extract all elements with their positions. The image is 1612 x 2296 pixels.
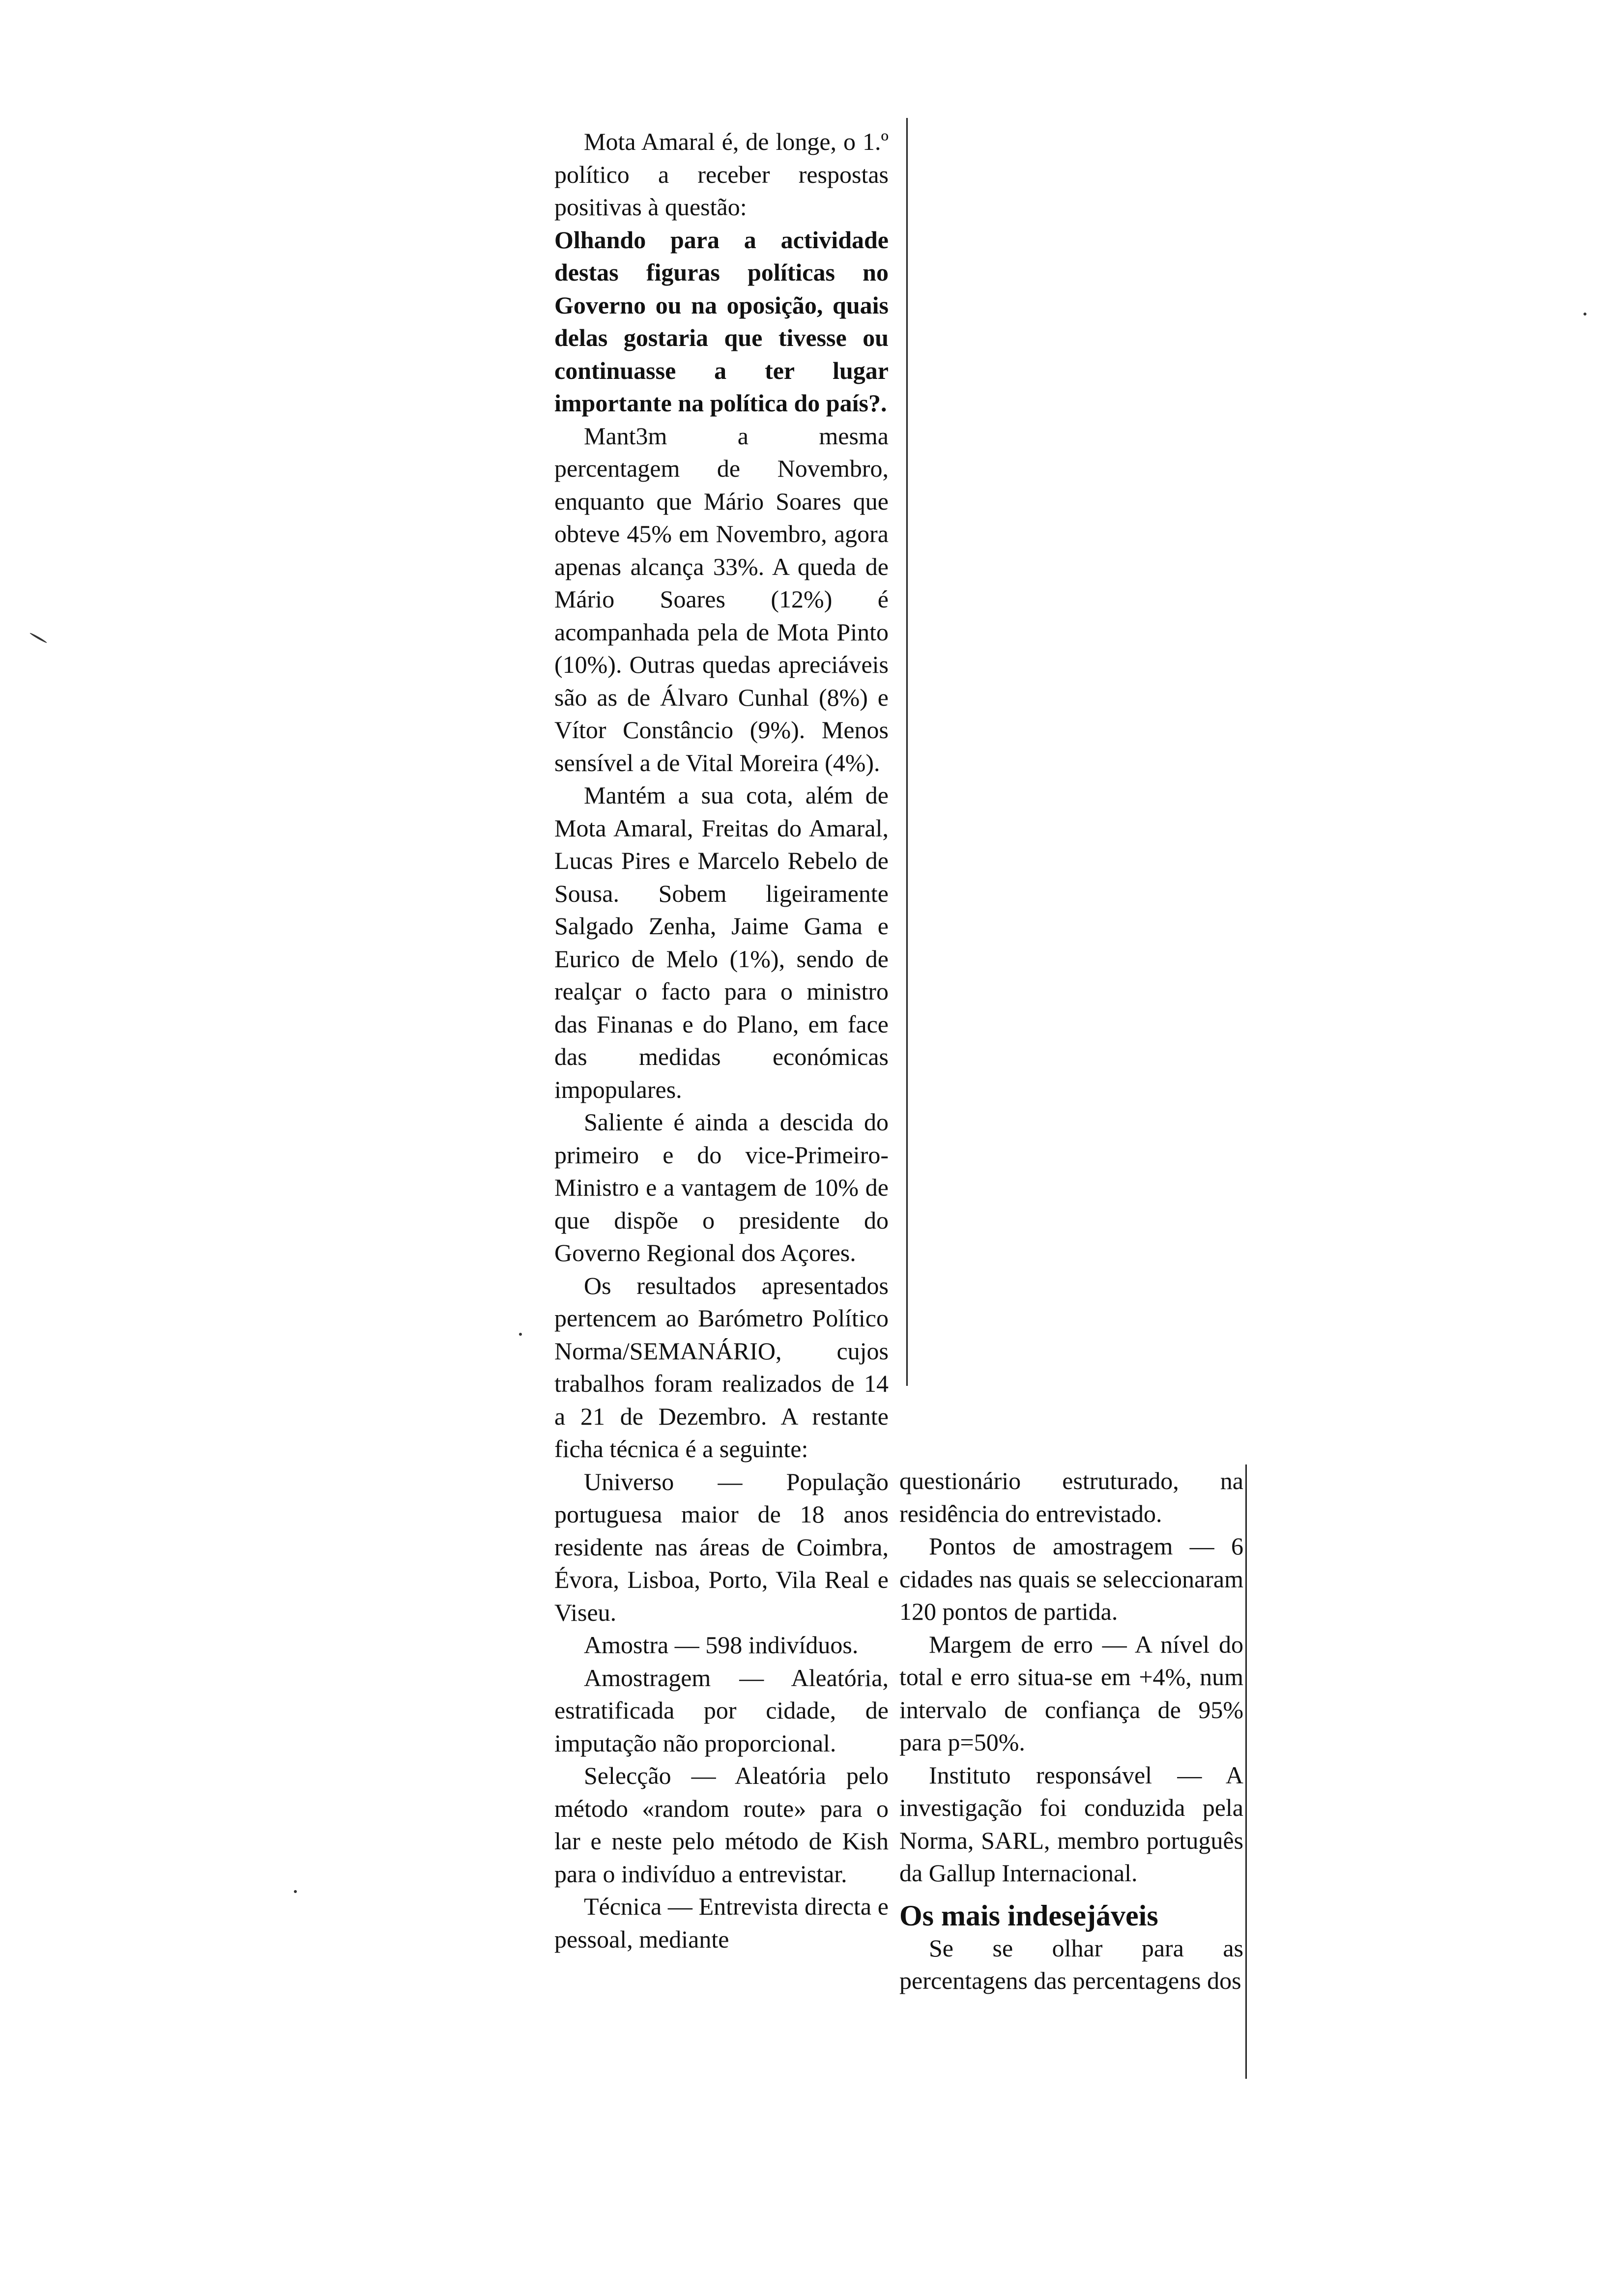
paragraph: Mota Amaral é, de longe, o 1.º político a receber respostas positivas à questão:	[554, 128, 889, 221]
paragraph: Selecção — Aleatória pelo método «random route» para o lar e neste pelo método de Kish para o indivíduo a entrevistar.	[554, 1762, 889, 1888]
survey-question: Olhando para a actividade destas figuras políticas no Governo ou na oposição, quais delas gostaria que tivesse ou continuasse a ter lugar importante na política do país?.	[554, 226, 889, 417]
paragraph: Os resultados apresentados pertencem ao Barómetro Político Norma/SEMANÁRIO, cujos trabalhos foram realizados de 14 a 21 de Dezembro. A restante ficha técnica é a seguinte:	[554, 1271, 889, 1463]
column-rule-left	[906, 118, 908, 1386]
scan-artifact	[294, 1890, 297, 1893]
article-column-2	[899, 1464, 1243, 1997]
paragraph: Universo — População portuguesa maior de 18 anos residente nas áreas de Coimbra, Évora, Lisboa, Porto, Vila Real e Viseu.	[554, 1467, 889, 1626]
scan-artifact	[1583, 313, 1586, 316]
column-rule-right	[1245, 1464, 1247, 2079]
section-heading: Os mais indesejáveis	[899, 1899, 1158, 1932]
paragraph: Pontos de amostragem — 6 cidades nas quais se seleccionaram 120 pontos de partida.	[899, 1532, 1243, 1625]
paragraph: Margem de erro — A nível do total e erro situa-se em +4%, num intervalo de confiança de 95% para p=50%.	[899, 1630, 1243, 1756]
paragraph: Saliente é ainda a descida do primeiro e do vice-Primeiro-Ministro e a vantagem de 10% de que dispõe o presidente do Governo Regional dos Açores.	[554, 1108, 889, 1266]
paragraph: questionário estruturado, na residência do entrevistado.	[899, 1467, 1243, 1527]
paragraph: Se se olhar para as percentagens das percentagens dos	[899, 1934, 1243, 1994]
article-column-1	[554, 125, 889, 1955]
paragraph: Amostragem — Aleatória, estratificada por cidade, de imputação não proporcional.	[554, 1664, 889, 1757]
paragraph: Mantém a sua cota, além de Mota Amaral, Freitas do Amaral, Lucas Pires e Marcelo Rebelo de Sousa. Sobem ligeiramente Salgado Zenha, Jaime Gama e Eurico de Melo (1%), sendo de realçar o facto para o ministro das Finanas e do Plano, em face das medidas económicas impopulares.	[554, 781, 889, 1103]
paragraph: Amostra — 598 indivíduos.	[584, 1631, 859, 1659]
paragraph: Técnica — Entrevista directa e pessoal, mediante	[554, 1893, 889, 1953]
paragraph: Mant3m a mesma percentagem de Novembro, enquanto que Mário Soares que obteve 45% em Novembro, agora apenas alcança 33%. A queda de Mário Soares (12%) é acompanhada pela de Mota Pinto (10%). Outras quedas apreciáveis são as de Álvaro Cunhal (8%) e Vítor Constâncio (9%). Menos sensível a de Vital Moreira (4%).	[554, 422, 889, 776]
scan-artifact	[519, 1333, 522, 1336]
paragraph: Instituto responsável — A investigação foi conduzida pela Norma, SARL, membro português da Gallup Internacional.	[899, 1761, 1243, 1887]
scan-artifact	[29, 632, 48, 643]
